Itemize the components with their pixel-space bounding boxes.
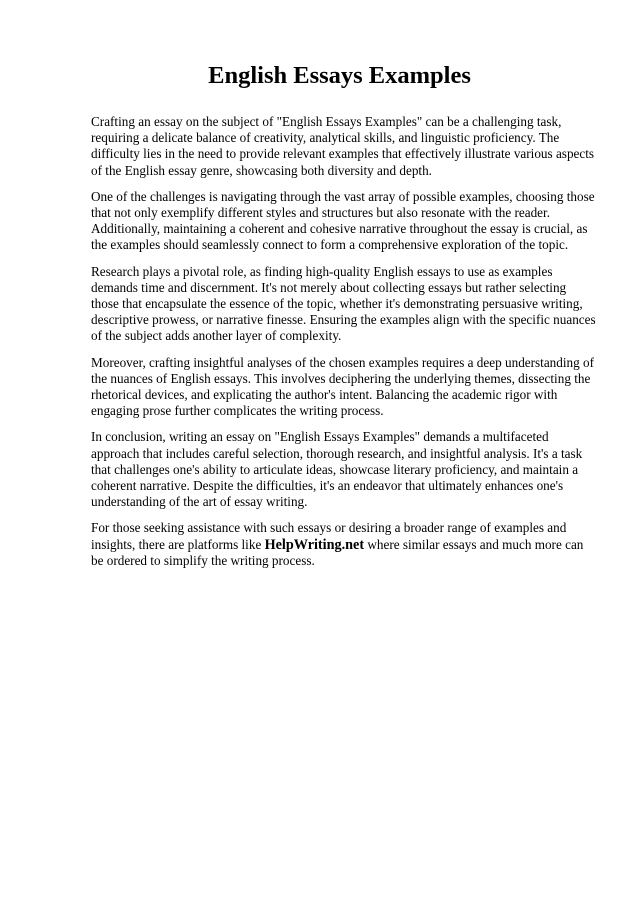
page-title: English Essays Examples	[208, 62, 471, 89]
paragraph-3: Research plays a pivotal role, as finding high-quality English essays to use as examples demands time and discernment. It's not merely about collecting essays but rather selecting those that encapsulate the essence of the topic, whether it's demonstrating persuasive writing, descriptive prowess, or narrative finesse. Ensuring the examples align with the specific nuances of the subject adds another layer of complexity.	[91, 263, 596, 344]
closing-text-before: For those seeking assistance with such essays or desiring a broader range of examples and insights, there are platforms like	[91, 520, 567, 552]
paragraph-1: Crafting an essay on the subject of "English Essays Examples" can be a challenging task, requiring a delicate balance of creativity, analytical skills, and linguistic proficiency. The difficulty lies in the need to provide relevant examples that effectively illustrate various aspects of the English essay genre, showcasing both diversity and depth.	[91, 114, 595, 178]
closing-text-after: where similar essays and much more can be ordered to simplify the writing process.	[91, 536, 584, 568]
paragraph-2: One of the challenges is navigating through the vast array of possible examples, choosing those that not only exemplify different styles and structures but also resonate with the reader. Additionally, maintaining a coherent and cohesive narrative throughout the essay is crucial, as the examples should seamlessly connect to form a comprehensive exploration of the topic.	[91, 188, 595, 253]
paragraph-4: Moreover, crafting insightful analyses of the chosen examples requires a deep understanding of the nuances of English essays. This involves deciphering the underlying themes, dissecting the rhetorical devices, and explicating the author's intent. Balancing the academic rigor with engaging prose further complicates the writing process.	[91, 354, 594, 419]
brand-name: HelpWriting.net	[264, 536, 365, 553]
closing-paragraph	[91, 520, 596, 569]
paragraph-5: In conclusion, writing an essay on "English Essays Examples" demands a multifaceted approach that includes careful selection, thorough research, and insightful analysis. It's a task that challenges one's ability to articulate ideas, showcase literary proficiency, and maintain a coherent narrative. Despite the difficulties, it's an endeavor that ultimately enhances one's understanding of the art of essay writing.	[91, 429, 583, 510]
